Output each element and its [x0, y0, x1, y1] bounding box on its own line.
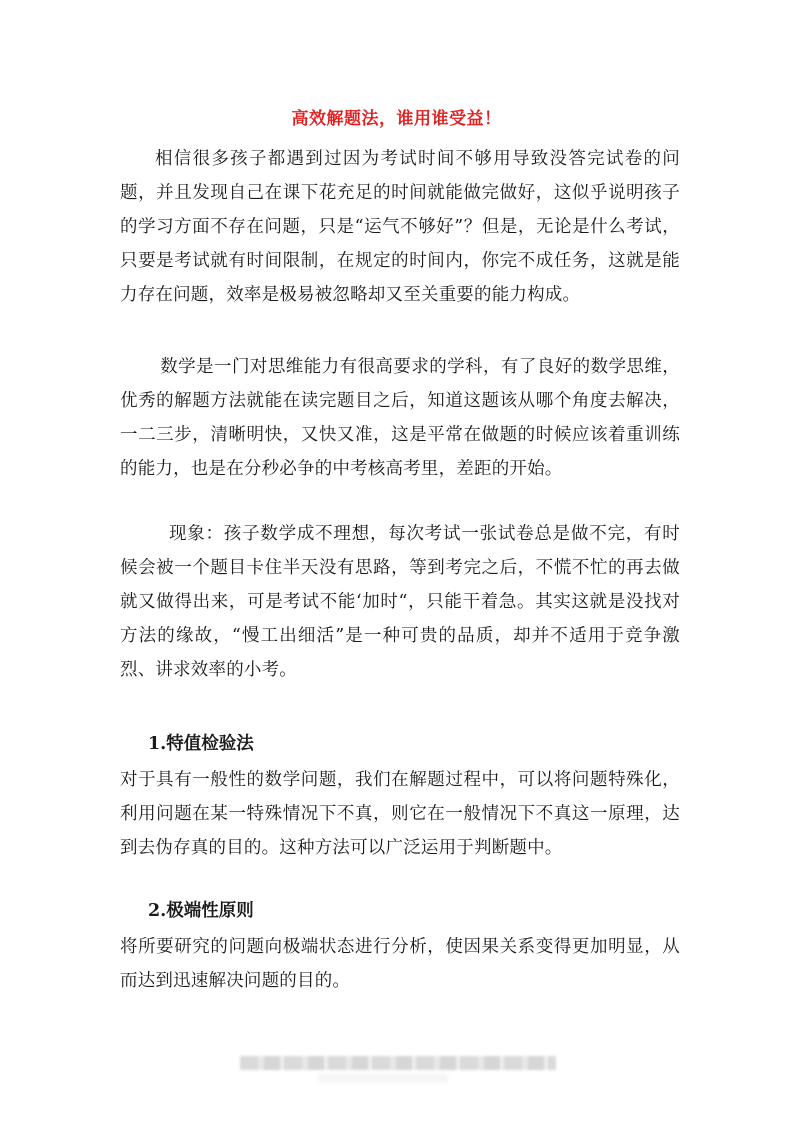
section-heading-extreme-principle: 2.极端性原则 — [148, 901, 254, 921]
section-heading-special-value: 1.特值检验法 — [148, 734, 254, 754]
blurred-footer-watermark — [240, 1056, 556, 1070]
section-body-special-value: 对于具有一般性的数学问题，我们在解题过程中，可以将问题特殊化，利用问题在某一特殊情况下不真，则它在一般情况下不真这一原理，达到去伪存真的目的。这种方法可以广泛运用于判断题中。 — [120, 770, 680, 858]
paragraph-intro: 相信很多孩子都遇到过因为考试时间不够用导致没答完试卷的问题，并且发现自己在课下花充足的时间就能做完做好，这似乎说明孩子的学习方面不存在问题，只是“运气不够好”？但是，无论是什么考试，只要是考试就有时间限制，在规定的时间内，你完不成任务，这就是能力存在问题，效率是极易被忽略却又至关重要的能力构成。 — [120, 149, 680, 305]
document-title: 高效解题法，谁用谁受益！ — [291, 109, 502, 129]
section-body-extreme-principle: 将所要研究的问题向极端状态进行分析，使因果关系变得更加明显，从而达到迅速解决问题的目的。 — [120, 937, 680, 991]
paragraph-phenomenon: 现象：孩子数学成不理想，每次考试一张试卷总是做不完，有时候会被一个题目卡住半天没有思路，等到考完之后，不慌不忙的再去做就又做得出来，可是考试不能‘加时“，只能干着急。其实这就是没找对方法的缘故，“慢工出细活”是一种可贵的品质，却并不适用于竞争激烈、讲求效率的小考。 — [120, 524, 680, 680]
blurred-footer-watermark-secondary — [318, 1074, 448, 1082]
paragraph-math-thinking: 数学是一门对思维能力有很高要求的学科，有了良好的数学思维，优秀的解题方法就能在读完题目之后，知道这题该从哪个角度去解决，一二三步，清晰明快，又快又准，这是平常在做题的时候应该着重训练的能力，也是在分秒必争的中考核高考里，差距的开始。 — [120, 357, 680, 479]
